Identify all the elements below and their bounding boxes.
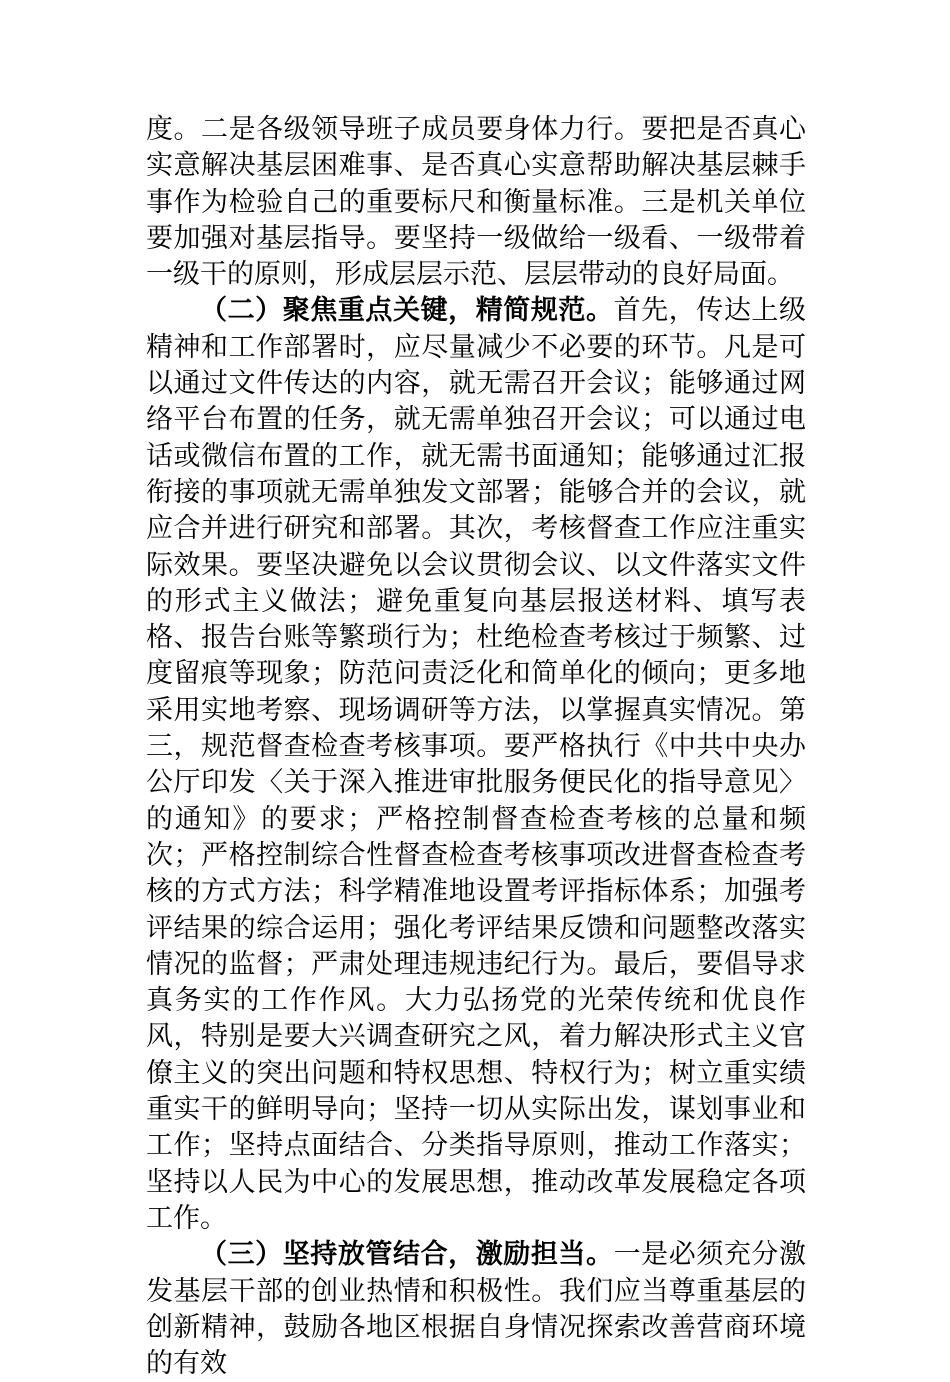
- paragraph-text: 一是必须充分激发基层干部的创业热情和积极性。我们应当尊重基层的创新精神，鼓励各地区根据自身情况探索改善营商环境的有效: [146, 1239, 807, 1380]
- section-heading: （三）坚持放管结合，激励担当。: [200, 1239, 614, 1271]
- paragraph-continued: [146, 112, 806, 293]
- paragraph-text: 度。二是各级领导班子成员要身体力行。要把是否真心实意解决基层困难事、是否真心实意帮助解决基层棘手事作为检验自己的重要标尺和衡量标准。三是机关单位要加强对基层指导。要坚持一级做给一级看、一级带着一级干的原则，形成层层示范、层层带动的良好局面。: [146, 114, 806, 291]
- paragraph-section-3: [146, 1237, 806, 1382]
- document-page: [146, 112, 806, 1382]
- section-heading: （二）聚焦重点关键，精简规范。: [200, 295, 614, 327]
- paragraph-section-2: [146, 293, 806, 1237]
- paragraph-text: 首先，传达上级精神和工作部署时，应尽量减少不必要的环节。凡是可以通过文件传达的内容，就无需召开会议；能够通过网络平台布置的任务，就无需单独召开会议；可以通过电话或微信布置的工作，就无需书面通知；能够通过汇报衔接的事项就无需单独发文部署；能够合并的会议，就应合并进行研究和部署。其次，考核督查工作应注重实际效果。要坚决避免以会议贯彻会议、以文件落实文件的形式主义做法；避免重复向基层报送材料、填写表格、报告台账等繁琐行为；杜绝检查考核过于频繁、过度留痕等现象；防范问责泛化和简单化的倾向；更多地采用实地考察、现场调研等方法，以掌握真实情况。第三，规范督查检查考核事项。要严格执行《中共中央办公厅印发〈关于深入推进审批服务便民化的指导意见〉的通知》的要求；严格控制督查检查考核的总量和频次；严格控制综合性督查检查考核事项改进督查检查考核的方式方法；科学精准地设置考评指标体系；加强考评结果的综合运用；强化考评结果反馈和问题整改落实情况的监督；严肃处理违规违纪行为。最后，要倡导求真务实的工作作风。大力弘扬党的光荣传统和优良作风，特别是要大兴调查研究之风，着力解决形式主义官僚主义的突出问题和特权思想、特权行为；树立重实绩重实干的鲜明导向；坚持一切从实际出发，谋划事业和工作；坚持点面结合、分类指导原则，推动工作落实；坚持以人民为中心的发展思想，推动改革发展稳定各项工作。: [146, 295, 807, 1234]
